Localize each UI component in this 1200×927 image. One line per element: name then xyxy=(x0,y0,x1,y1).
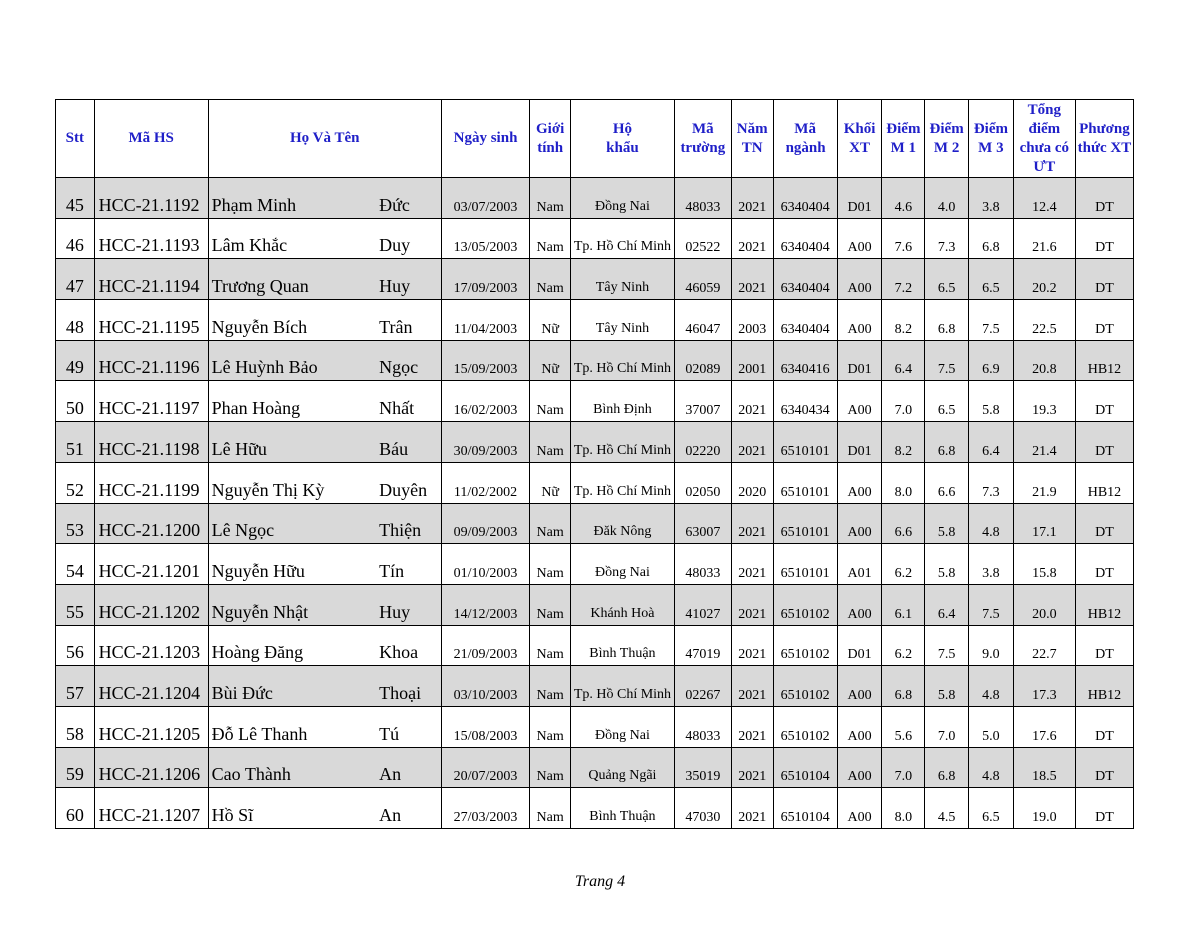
cell-diem-m2: 6.6 xyxy=(925,462,969,503)
cell-diem-m2: 6.5 xyxy=(925,259,969,300)
cell-ho: Cao Thành xyxy=(208,747,379,788)
cell-diem-m1: 7.0 xyxy=(882,747,925,788)
cell-ma-truong: 47030 xyxy=(674,788,731,829)
table-row xyxy=(56,178,1134,219)
header-ma-truong: Mã trường xyxy=(674,100,731,178)
cell-ma-truong: 46059 xyxy=(674,259,731,300)
cell-stt: 57 xyxy=(56,666,95,707)
cell-diem-m3: 9.0 xyxy=(969,625,1014,666)
cell-ho-khau: Tây Ninh xyxy=(571,300,675,341)
cell-ma-nganh: 6510102 xyxy=(773,584,837,625)
cell-ma-hs: HCC-21.1207 xyxy=(94,788,208,829)
cell-diem-m3: 6.5 xyxy=(969,259,1014,300)
cell-ma-nganh: 6340416 xyxy=(773,340,837,381)
cell-phuong-thuc: DT xyxy=(1075,381,1133,422)
cell-diem-m2: 6.4 xyxy=(925,584,969,625)
cell-ten: Nhất xyxy=(379,381,441,422)
cell-diem-m1: 6.2 xyxy=(882,625,925,666)
cell-tong-diem: 12.4 xyxy=(1013,178,1075,219)
cell-ma-truong: 46047 xyxy=(674,300,731,341)
cell-ngay-sinh: 16/02/2003 xyxy=(441,381,530,422)
cell-ten: Huy xyxy=(379,584,441,625)
cell-ho-khau: Bình Thuận xyxy=(571,788,675,829)
cell-ngay-sinh: 21/09/2003 xyxy=(441,625,530,666)
cell-diem-m1: 5.6 xyxy=(882,706,925,747)
cell-tong-diem: 19.3 xyxy=(1013,381,1075,422)
page-number: Trang 4 xyxy=(574,873,626,890)
cell-ma-truong: 41027 xyxy=(674,584,731,625)
cell-ma-hs: HCC-21.1204 xyxy=(94,666,208,707)
cell-stt: 59 xyxy=(56,747,95,788)
cell-ma-hs: HCC-21.1196 xyxy=(94,340,208,381)
header-nam-tn: Năm TN xyxy=(731,100,773,178)
cell-nam-tn: 2021 xyxy=(731,259,773,300)
cell-tong-diem: 21.9 xyxy=(1013,462,1075,503)
cell-gioi-tinh: Nam xyxy=(530,503,571,544)
cell-ngay-sinh: 11/02/2002 xyxy=(441,462,530,503)
cell-diem-m3: 6.4 xyxy=(969,422,1014,463)
cell-gioi-tinh: Nam xyxy=(530,218,571,259)
cell-ma-truong: 63007 xyxy=(674,503,731,544)
cell-ma-nganh: 6340404 xyxy=(773,178,837,219)
cell-khoi-xt: D01 xyxy=(837,178,882,219)
cell-ma-nganh: 6510101 xyxy=(773,422,837,463)
cell-ten: An xyxy=(379,747,441,788)
cell-gioi-tinh: Nam xyxy=(530,706,571,747)
cell-ho: Lâm Khắc xyxy=(208,218,379,259)
cell-diem-m1: 4.6 xyxy=(882,178,925,219)
cell-diem-m2: 5.8 xyxy=(925,503,969,544)
cell-ten: Duyên xyxy=(379,462,441,503)
cell-ho-khau: Tp. Hồ Chí Minh xyxy=(571,462,675,503)
cell-diem-m2: 7.5 xyxy=(925,340,969,381)
cell-diem-m2: 6.8 xyxy=(925,422,969,463)
cell-diem-m1: 6.4 xyxy=(882,340,925,381)
cell-ma-hs: HCC-21.1192 xyxy=(94,178,208,219)
header-diem-m1: Điểm M 1 xyxy=(882,100,925,178)
cell-ngay-sinh: 01/10/2003 xyxy=(441,544,530,585)
cell-phuong-thuc: DT xyxy=(1075,544,1133,585)
cell-khoi-xt: A00 xyxy=(837,259,882,300)
cell-ngay-sinh: 14/12/2003 xyxy=(441,584,530,625)
cell-khoi-xt: A00 xyxy=(837,788,882,829)
cell-gioi-tinh: Nữ xyxy=(530,300,571,341)
cell-tong-diem: 20.2 xyxy=(1013,259,1075,300)
cell-gioi-tinh: Nam xyxy=(530,544,571,585)
cell-nam-tn: 2021 xyxy=(731,178,773,219)
cell-stt: 58 xyxy=(56,706,95,747)
cell-ma-hs: HCC-21.1201 xyxy=(94,544,208,585)
cell-tong-diem: 20.8 xyxy=(1013,340,1075,381)
cell-ma-hs: HCC-21.1193 xyxy=(94,218,208,259)
cell-nam-tn: 2021 xyxy=(731,503,773,544)
table-row xyxy=(56,625,1134,666)
cell-diem-m1: 8.0 xyxy=(882,462,925,503)
cell-stt: 53 xyxy=(56,503,95,544)
cell-stt: 52 xyxy=(56,462,95,503)
cell-stt: 47 xyxy=(56,259,95,300)
cell-khoi-xt: A00 xyxy=(837,462,882,503)
table-row xyxy=(56,584,1134,625)
header-ma-nganh: Mã ngành xyxy=(773,100,837,178)
cell-diem-m3: 7.3 xyxy=(969,462,1014,503)
cell-phuong-thuc: HB12 xyxy=(1075,666,1133,707)
cell-ho: Nguyễn Bích xyxy=(208,300,379,341)
cell-ho: Phạm Minh xyxy=(208,178,379,219)
cell-ho: Hồ Sĩ xyxy=(208,788,379,829)
cell-phuong-thuc: DT xyxy=(1075,259,1133,300)
cell-ho: Trương Quan xyxy=(208,259,379,300)
cell-stt: 54 xyxy=(56,544,95,585)
cell-diem-m2: 6.8 xyxy=(925,747,969,788)
table-row xyxy=(56,218,1134,259)
cell-tong-diem: 21.6 xyxy=(1013,218,1075,259)
cell-ma-hs: HCC-21.1202 xyxy=(94,584,208,625)
header-ho-ten: Họ Và Tên xyxy=(208,100,441,178)
cell-ma-nganh: 6510102 xyxy=(773,706,837,747)
cell-ho: Đỗ Lê Thanh xyxy=(208,706,379,747)
cell-ma-truong: 48033 xyxy=(674,544,731,585)
cell-diem-m1: 6.1 xyxy=(882,584,925,625)
cell-ngay-sinh: 27/03/2003 xyxy=(441,788,530,829)
cell-ma-truong: 35019 xyxy=(674,747,731,788)
cell-ma-nganh: 6510102 xyxy=(773,666,837,707)
cell-ma-nganh: 6340404 xyxy=(773,259,837,300)
cell-ma-hs: HCC-21.1195 xyxy=(94,300,208,341)
cell-ho: Lê Ngọc xyxy=(208,503,379,544)
cell-ngay-sinh: 17/09/2003 xyxy=(441,259,530,300)
cell-stt: 46 xyxy=(56,218,95,259)
cell-gioi-tinh: Nữ xyxy=(530,462,571,503)
cell-nam-tn: 2021 xyxy=(731,666,773,707)
cell-phuong-thuc: DT xyxy=(1075,300,1133,341)
table-row xyxy=(56,381,1134,422)
cell-phuong-thuc: DT xyxy=(1075,706,1133,747)
cell-diem-m3: 6.5 xyxy=(969,788,1014,829)
table-row xyxy=(56,544,1134,585)
cell-ma-nganh: 6510101 xyxy=(773,544,837,585)
cell-ma-hs: HCC-21.1205 xyxy=(94,706,208,747)
cell-diem-m3: 4.8 xyxy=(969,747,1014,788)
header-phuong-thuc: Phương thức XT xyxy=(1075,100,1133,178)
cell-stt: 48 xyxy=(56,300,95,341)
cell-diem-m2: 7.5 xyxy=(925,625,969,666)
cell-ho-khau: Quảng Ngãi xyxy=(571,747,675,788)
cell-diem-m3: 3.8 xyxy=(969,544,1014,585)
cell-ma-nganh: 6510104 xyxy=(773,747,837,788)
cell-ho-khau: Đồng Nai xyxy=(571,178,675,219)
cell-khoi-xt: A00 xyxy=(837,218,882,259)
cell-stt: 51 xyxy=(56,422,95,463)
cell-stt: 56 xyxy=(56,625,95,666)
header-diem-m2: Điểm M 2 xyxy=(925,100,969,178)
cell-tong-diem: 17.1 xyxy=(1013,503,1075,544)
cell-ngay-sinh: 15/09/2003 xyxy=(441,340,530,381)
cell-ten: Khoa xyxy=(379,625,441,666)
cell-ngay-sinh: 09/09/2003 xyxy=(441,503,530,544)
cell-khoi-xt: A00 xyxy=(837,503,882,544)
cell-tong-diem: 21.4 xyxy=(1013,422,1075,463)
cell-ma-truong: 02089 xyxy=(674,340,731,381)
table-row xyxy=(56,666,1134,707)
cell-ho-khau: Tp. Hồ Chí Minh xyxy=(571,218,675,259)
cell-tong-diem: 22.7 xyxy=(1013,625,1075,666)
cell-khoi-xt: A00 xyxy=(837,300,882,341)
cell-phuong-thuc: DT xyxy=(1075,625,1133,666)
cell-gioi-tinh: Nam xyxy=(530,259,571,300)
cell-ten: Duy xyxy=(379,218,441,259)
cell-ten: Thiện xyxy=(379,503,441,544)
cell-nam-tn: 2021 xyxy=(731,422,773,463)
cell-diem-m3: 7.5 xyxy=(969,584,1014,625)
cell-ma-hs: HCC-21.1198 xyxy=(94,422,208,463)
cell-gioi-tinh: Nam xyxy=(530,747,571,788)
cell-ho: Lê Huỳnh Bảo xyxy=(208,340,379,381)
cell-ho-khau: Tp. Hồ Chí Minh xyxy=(571,422,675,463)
cell-phuong-thuc: DT xyxy=(1075,178,1133,219)
table-row xyxy=(56,747,1134,788)
cell-phuong-thuc: DT xyxy=(1075,422,1133,463)
cell-gioi-tinh: Nam xyxy=(530,422,571,463)
cell-ma-nganh: 6340404 xyxy=(773,300,837,341)
cell-nam-tn: 2021 xyxy=(731,218,773,259)
header-tong-diem: Tổng điểm chưa có ƯT xyxy=(1013,100,1075,178)
cell-khoi-xt: A01 xyxy=(837,544,882,585)
cell-ten: Thoại xyxy=(379,666,441,707)
cell-ho: Lê Hữu xyxy=(208,422,379,463)
cell-ho-khau: Đăk Nông xyxy=(571,503,675,544)
cell-diem-m3: 6.8 xyxy=(969,218,1014,259)
cell-gioi-tinh: Nam xyxy=(530,788,571,829)
cell-diem-m2: 5.8 xyxy=(925,666,969,707)
cell-ho: Bùi Đức xyxy=(208,666,379,707)
cell-tong-diem: 19.0 xyxy=(1013,788,1075,829)
cell-nam-tn: 2021 xyxy=(731,625,773,666)
cell-nam-tn: 2021 xyxy=(731,544,773,585)
cell-gioi-tinh: Nữ xyxy=(530,340,571,381)
cell-diem-m1: 6.2 xyxy=(882,544,925,585)
cell-ma-nganh: 6510104 xyxy=(773,788,837,829)
cell-diem-m3: 5.8 xyxy=(969,381,1014,422)
header-stt: Stt xyxy=(56,100,95,178)
cell-gioi-tinh: Nam xyxy=(530,666,571,707)
cell-khoi-xt: D01 xyxy=(837,625,882,666)
cell-stt: 49 xyxy=(56,340,95,381)
cell-diem-m1: 7.0 xyxy=(882,381,925,422)
cell-ngay-sinh: 03/07/2003 xyxy=(441,178,530,219)
cell-ho: Hoàng Đăng xyxy=(208,625,379,666)
cell-ngay-sinh: 03/10/2003 xyxy=(441,666,530,707)
cell-ma-nganh: 6510101 xyxy=(773,503,837,544)
table-row xyxy=(56,259,1134,300)
cell-ho-khau: Khánh Hoà xyxy=(571,584,675,625)
cell-tong-diem: 15.8 xyxy=(1013,544,1075,585)
header-diem-m3: Điểm M 3 xyxy=(969,100,1014,178)
table-row xyxy=(56,300,1134,341)
cell-ma-nganh: 6510101 xyxy=(773,462,837,503)
cell-stt: 45 xyxy=(56,178,95,219)
cell-gioi-tinh: Nam xyxy=(530,381,571,422)
table-row xyxy=(56,503,1134,544)
cell-ho-khau: Tp. Hồ Chí Minh xyxy=(571,666,675,707)
cell-nam-tn: 2021 xyxy=(731,706,773,747)
cell-ma-nganh: 6340404 xyxy=(773,218,837,259)
header-khoi-xt: Khối XT xyxy=(837,100,882,178)
cell-diem-m3: 4.8 xyxy=(969,503,1014,544)
cell-diem-m2: 7.3 xyxy=(925,218,969,259)
cell-stt: 55 xyxy=(56,584,95,625)
cell-diem-m2: 5.8 xyxy=(925,544,969,585)
cell-ma-truong: 37007 xyxy=(674,381,731,422)
cell-tong-diem: 20.0 xyxy=(1013,584,1075,625)
cell-ngay-sinh: 20/07/2003 xyxy=(441,747,530,788)
cell-phuong-thuc: HB12 xyxy=(1075,584,1133,625)
cell-ngay-sinh: 13/05/2003 xyxy=(441,218,530,259)
cell-nam-tn: 2021 xyxy=(731,381,773,422)
cell-tong-diem: 17.6 xyxy=(1013,706,1075,747)
cell-ma-truong: 02220 xyxy=(674,422,731,463)
header-ngay-sinh: Ngày sinh xyxy=(441,100,530,178)
cell-diem-m2: 4.5 xyxy=(925,788,969,829)
cell-ma-truong: 02050 xyxy=(674,462,731,503)
cell-ho-khau: Bình Thuận xyxy=(571,625,675,666)
table-row xyxy=(56,340,1134,381)
cell-ten: Đức xyxy=(379,178,441,219)
cell-diem-m1: 8.0 xyxy=(882,788,925,829)
cell-ten: Ngọc xyxy=(379,340,441,381)
cell-phuong-thuc: DT xyxy=(1075,788,1133,829)
cell-nam-tn: 2021 xyxy=(731,584,773,625)
cell-ho: Phan Hoàng xyxy=(208,381,379,422)
table-header-row xyxy=(56,100,1134,178)
cell-ngay-sinh: 30/09/2003 xyxy=(441,422,530,463)
cell-diem-m2: 6.5 xyxy=(925,381,969,422)
cell-diem-m1: 8.2 xyxy=(882,422,925,463)
cell-ma-truong: 02522 xyxy=(674,218,731,259)
cell-ma-nganh: 6510102 xyxy=(773,625,837,666)
cell-diem-m2: 6.8 xyxy=(925,300,969,341)
cell-diem-m1: 6.6 xyxy=(882,503,925,544)
cell-stt: 60 xyxy=(56,788,95,829)
table-row xyxy=(56,706,1134,747)
cell-ma-hs: HCC-21.1197 xyxy=(94,381,208,422)
header-gioi-tinh: Giới tính xyxy=(530,100,571,178)
cell-ho-khau: Tây Ninh xyxy=(571,259,675,300)
cell-ho-khau: Bình Định xyxy=(571,381,675,422)
cell-ma-hs: HCC-21.1206 xyxy=(94,747,208,788)
cell-phuong-thuc: HB12 xyxy=(1075,340,1133,381)
cell-diem-m3: 5.0 xyxy=(969,706,1014,747)
table-row xyxy=(56,462,1134,503)
cell-ho-khau: Đồng Nai xyxy=(571,544,675,585)
cell-ten: Tú xyxy=(379,706,441,747)
cell-ten: An xyxy=(379,788,441,829)
cell-khoi-xt: A00 xyxy=(837,706,882,747)
cell-diem-m1: 8.2 xyxy=(882,300,925,341)
cell-ma-truong: 48033 xyxy=(674,706,731,747)
student-table xyxy=(55,99,1134,829)
cell-diem-m1: 7.2 xyxy=(882,259,925,300)
cell-diem-m3: 7.5 xyxy=(969,300,1014,341)
cell-ten: Trân xyxy=(379,300,441,341)
header-ho-khau: Hộ khẩu xyxy=(571,100,675,178)
cell-ho: Nguyễn Thị Kỳ xyxy=(208,462,379,503)
cell-stt: 50 xyxy=(56,381,95,422)
cell-gioi-tinh: Nam xyxy=(530,178,571,219)
header-ma-hs: Mã HS xyxy=(94,100,208,178)
table-row xyxy=(56,788,1134,829)
cell-diem-m3: 4.8 xyxy=(969,666,1014,707)
cell-ma-truong: 48033 xyxy=(674,178,731,219)
cell-ho: Nguyễn Hữu xyxy=(208,544,379,585)
cell-tong-diem: 22.5 xyxy=(1013,300,1075,341)
cell-khoi-xt: A00 xyxy=(837,381,882,422)
cell-ngay-sinh: 15/08/2003 xyxy=(441,706,530,747)
cell-ma-truong: 47019 xyxy=(674,625,731,666)
cell-khoi-xt: A00 xyxy=(837,747,882,788)
table-row xyxy=(56,422,1134,463)
cell-khoi-xt: D01 xyxy=(837,422,882,463)
cell-diem-m2: 4.0 xyxy=(925,178,969,219)
cell-ma-hs: HCC-21.1203 xyxy=(94,625,208,666)
cell-phuong-thuc: DT xyxy=(1075,218,1133,259)
cell-ma-truong: 02267 xyxy=(674,666,731,707)
cell-diem-m1: 7.6 xyxy=(882,218,925,259)
cell-khoi-xt: A00 xyxy=(837,584,882,625)
cell-ngay-sinh: 11/04/2003 xyxy=(441,300,530,341)
cell-khoi-xt: D01 xyxy=(837,340,882,381)
cell-nam-tn: 2021 xyxy=(731,747,773,788)
cell-diem-m3: 3.8 xyxy=(969,178,1014,219)
cell-ten: Báu xyxy=(379,422,441,463)
cell-diem-m2: 7.0 xyxy=(925,706,969,747)
cell-ho-khau: Tp. Hồ Chí Minh xyxy=(571,340,675,381)
cell-ma-hs: HCC-21.1199 xyxy=(94,462,208,503)
cell-tong-diem: 17.3 xyxy=(1013,666,1075,707)
cell-ho: Nguyễn Nhật xyxy=(208,584,379,625)
cell-nam-tn: 2021 xyxy=(731,788,773,829)
cell-gioi-tinh: Nam xyxy=(530,584,571,625)
cell-nam-tn: 2003 xyxy=(731,300,773,341)
cell-phuong-thuc: DT xyxy=(1075,503,1133,544)
cell-phuong-thuc: DT xyxy=(1075,747,1133,788)
cell-ma-hs: HCC-21.1200 xyxy=(94,503,208,544)
cell-gioi-tinh: Nam xyxy=(530,625,571,666)
cell-ho-khau: Đồng Nai xyxy=(571,706,675,747)
cell-ma-hs: HCC-21.1194 xyxy=(94,259,208,300)
cell-ma-nganh: 6340434 xyxy=(773,381,837,422)
cell-ten: Huy xyxy=(379,259,441,300)
cell-nam-tn: 2001 xyxy=(731,340,773,381)
cell-diem-m3: 6.9 xyxy=(969,340,1014,381)
cell-nam-tn: 2020 xyxy=(731,462,773,503)
cell-ten: Tín xyxy=(379,544,441,585)
cell-phuong-thuc: HB12 xyxy=(1075,462,1133,503)
cell-khoi-xt: A00 xyxy=(837,666,882,707)
cell-diem-m1: 6.8 xyxy=(882,666,925,707)
cell-tong-diem: 18.5 xyxy=(1013,747,1075,788)
